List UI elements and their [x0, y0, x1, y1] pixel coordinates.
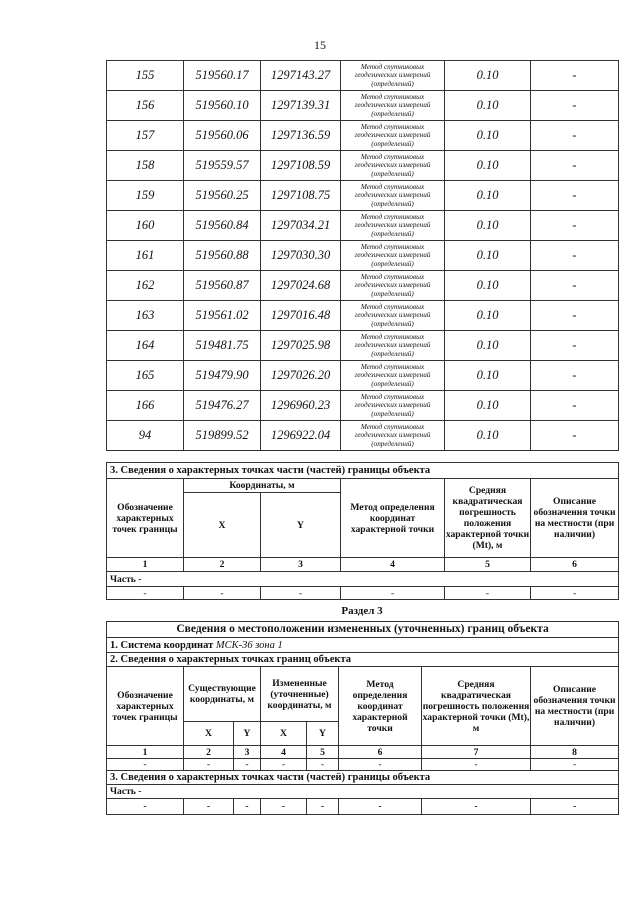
dash-cell: - — [184, 799, 234, 815]
table-row — [107, 151, 619, 181]
point-id: 163 — [107, 301, 184, 331]
column-number: 8 — [531, 746, 619, 759]
dash-cell: - — [234, 799, 261, 815]
point-x: 519561.02 — [184, 301, 261, 331]
column-number: 2 — [184, 746, 234, 759]
point-id: 160 — [107, 211, 184, 241]
column-number: 5 — [307, 746, 339, 759]
table-row — [107, 421, 619, 451]
dash-cell: - — [261, 759, 307, 771]
table-row — [107, 301, 619, 331]
point-id: 94 — [107, 421, 184, 451]
s3-col-x-existing: X — [184, 722, 234, 746]
dash-cell: - — [341, 587, 445, 600]
point-accuracy: 0.10 — [445, 121, 531, 151]
point-y: 1297025.98 — [261, 331, 341, 361]
point-method: Метод спутниковых геодезических измерений (определений) — [341, 301, 445, 331]
point-x: 519560.17 — [184, 61, 261, 91]
dash-cell: - — [422, 799, 531, 815]
point-description: - — [531, 331, 619, 361]
point-accuracy: 0.10 — [445, 61, 531, 91]
point-accuracy: 0.10 — [445, 271, 531, 301]
s3-col-designation: Обозначение характерных точек границы — [107, 667, 184, 746]
s3-part-label: Часть - — [107, 785, 619, 799]
point-accuracy: 0.10 — [445, 151, 531, 181]
point-x: 519560.84 — [184, 211, 261, 241]
point-y: 1297030.30 — [261, 241, 341, 271]
point-method: Метод спутниковых геодезических измерений (определений) — [341, 391, 445, 421]
s3-col-y-changed: Y — [307, 722, 339, 746]
s3-col-description: Описание обозначения точки на местности (при наличии) — [531, 667, 619, 746]
coord-system-value: МСК-36 зона 1 — [215, 639, 283, 651]
point-method: Метод спутниковых геодезических измерений (определений) — [341, 151, 445, 181]
column-number: 6 — [339, 746, 422, 759]
col-designation: Обозначение характерных точек границы — [107, 479, 184, 558]
point-x: 519559.57 — [184, 151, 261, 181]
point-method: Метод спутниковых геодезических измерений (определений) — [341, 241, 445, 271]
point-method: Метод спутниковых геодезических измерений (определений) — [341, 331, 445, 361]
column-number: 2 — [184, 558, 261, 572]
point-y: 1297108.75 — [261, 181, 341, 211]
point-description: - — [531, 121, 619, 151]
table-row — [107, 271, 619, 301]
point-method: Метод спутниковых геодезических измерений (определений) — [341, 271, 445, 301]
dash-cell: - — [422, 759, 531, 771]
point-id: 165 — [107, 361, 184, 391]
point-y: 1297016.48 — [261, 301, 341, 331]
dash-cell: - — [234, 759, 261, 771]
point-description: - — [531, 241, 619, 271]
part-table-title: 3. Сведения о характерных точках части (частей) границы объекта — [107, 463, 619, 479]
point-id: 156 — [107, 91, 184, 121]
point-description: - — [531, 181, 619, 211]
point-y: 1297026.20 — [261, 361, 341, 391]
point-id: 162 — [107, 271, 184, 301]
dash-cell: - — [339, 799, 422, 815]
point-method: Метод спутниковых геодезических измерений (определений) — [341, 61, 445, 91]
point-accuracy: 0.10 — [445, 211, 531, 241]
part-points-table — [106, 462, 619, 600]
s3-part-title: 3. Сведения о характерных точках части (частей) границы объекта — [107, 771, 619, 785]
col-method: Метод определения координат характерной точки — [341, 479, 445, 558]
point-id: 155 — [107, 61, 184, 91]
dash-cell: - — [261, 587, 341, 600]
table-row — [107, 211, 619, 241]
dash-cell: - — [107, 759, 184, 771]
column-number: 3 — [261, 558, 341, 572]
dash-cell: - — [184, 759, 234, 771]
column-number: 1 — [107, 558, 184, 572]
point-x: 519479.90 — [184, 361, 261, 391]
point-x: 519476.27 — [184, 391, 261, 421]
point-y: 1297139.31 — [261, 91, 341, 121]
point-description: - — [531, 391, 619, 421]
s3-col-method: Метод определения координат характерной точки — [339, 667, 422, 746]
column-number: 4 — [341, 558, 445, 572]
dash-cell: - — [531, 587, 619, 600]
section3-points-title: 2. Сведения о характерных точках границ объекта — [107, 653, 619, 667]
section-heading: Раздел 3 — [341, 605, 383, 617]
s3-col-existing: Существующие координаты, м — [184, 667, 261, 722]
point-accuracy: 0.10 — [445, 301, 531, 331]
point-y: 1297024.68 — [261, 271, 341, 301]
dash-cell: - — [107, 799, 184, 815]
column-number: 6 — [531, 558, 619, 572]
point-description: - — [531, 361, 619, 391]
point-accuracy: 0.10 — [445, 361, 531, 391]
point-method: Метод спутниковых геодезических измерений (определений) — [341, 421, 445, 451]
point-y: 1296922.04 — [261, 421, 341, 451]
point-method: Метод спутниковых геодезических измерений (определений) — [341, 181, 445, 211]
point-method: Метод спутниковых геодезических измерений (определений) — [341, 211, 445, 241]
column-number: 5 — [445, 558, 531, 572]
dash-cell: - — [184, 587, 261, 600]
col-coords: Координаты, м — [184, 479, 341, 493]
point-accuracy: 0.10 — [445, 91, 531, 121]
table-row — [107, 91, 619, 121]
coord-system — [107, 638, 619, 653]
point-id: 158 — [107, 151, 184, 181]
dash-cell: - — [531, 799, 619, 815]
table-row — [107, 241, 619, 271]
page-number: 15 — [314, 38, 326, 52]
point-accuracy: 0.10 — [445, 421, 531, 451]
dash-cell: - — [307, 759, 339, 771]
point-x: 519560.87 — [184, 271, 261, 301]
section3-title: Сведения о местоположении измененных (уточненных) границ объекта — [107, 622, 619, 638]
col-x: X — [184, 493, 261, 558]
col-accuracy: Средняя квадратическая погрешность положения характерной точки (Mt), м — [445, 479, 531, 558]
point-id: 157 — [107, 121, 184, 151]
part-label: Часть - — [107, 572, 619, 587]
point-accuracy: 0.10 — [445, 391, 531, 421]
point-x: 519560.06 — [184, 121, 261, 151]
point-y: 1297136.59 — [261, 121, 341, 151]
point-accuracy: 0.10 — [445, 241, 531, 271]
table-row — [107, 121, 619, 151]
dash-cell: - — [307, 799, 339, 815]
point-method: Метод спутниковых геодезических измерений (определений) — [341, 361, 445, 391]
table-row — [107, 61, 619, 91]
column-number: 7 — [422, 746, 531, 759]
s3-col-x-changed: X — [261, 722, 307, 746]
points-table — [106, 60, 619, 451]
dash-cell: - — [531, 759, 619, 771]
column-number: 3 — [234, 746, 261, 759]
point-method: Метод спутниковых геодезических измерений (определений) — [341, 91, 445, 121]
point-description: - — [531, 151, 619, 181]
column-number: 1 — [107, 746, 184, 759]
col-y: Y — [261, 493, 341, 558]
point-description: - — [531, 271, 619, 301]
point-x: 519899.52 — [184, 421, 261, 451]
point-id: 166 — [107, 391, 184, 421]
point-x: 519560.25 — [184, 181, 261, 211]
point-y: 1297108.59 — [261, 151, 341, 181]
point-description: - — [531, 301, 619, 331]
point-x: 519560.88 — [184, 241, 261, 271]
point-x: 519481.75 — [184, 331, 261, 361]
section3-table — [106, 621, 619, 815]
point-id: 161 — [107, 241, 184, 271]
point-x: 519560.10 — [184, 91, 261, 121]
point-description: - — [531, 211, 619, 241]
point-accuracy: 0.10 — [445, 331, 531, 361]
point-y: 1297143.27 — [261, 61, 341, 91]
point-description: - — [531, 61, 619, 91]
point-method: Метод спутниковых геодезических измерений (определений) — [341, 121, 445, 151]
dash-cell: - — [261, 799, 307, 815]
table-row — [107, 181, 619, 211]
dash-cell: - — [107, 587, 184, 600]
table-row — [107, 391, 619, 421]
dash-cell: - — [339, 759, 422, 771]
col-description: Описание обозначения точки на местности (при наличии) — [531, 479, 619, 558]
s3-col-accuracy: Средняя квадратическая погрешность положения характерной точки (Mt), м — [422, 667, 531, 746]
point-y: 1296960.23 — [261, 391, 341, 421]
point-accuracy: 0.10 — [445, 181, 531, 211]
table-row — [107, 361, 619, 391]
point-id: 164 — [107, 331, 184, 361]
coord-system-label: 1. Система координат — [110, 639, 214, 651]
s3-col-changed: Измененные (уточненные) координаты, м — [261, 667, 339, 722]
dash-cell: - — [445, 587, 531, 600]
column-number: 4 — [261, 746, 307, 759]
point-description: - — [531, 421, 619, 451]
s3-col-y-existing: Y — [234, 722, 261, 746]
point-description: - — [531, 91, 619, 121]
table-row — [107, 331, 619, 361]
point-y: 1297034.21 — [261, 211, 341, 241]
point-id: 159 — [107, 181, 184, 211]
